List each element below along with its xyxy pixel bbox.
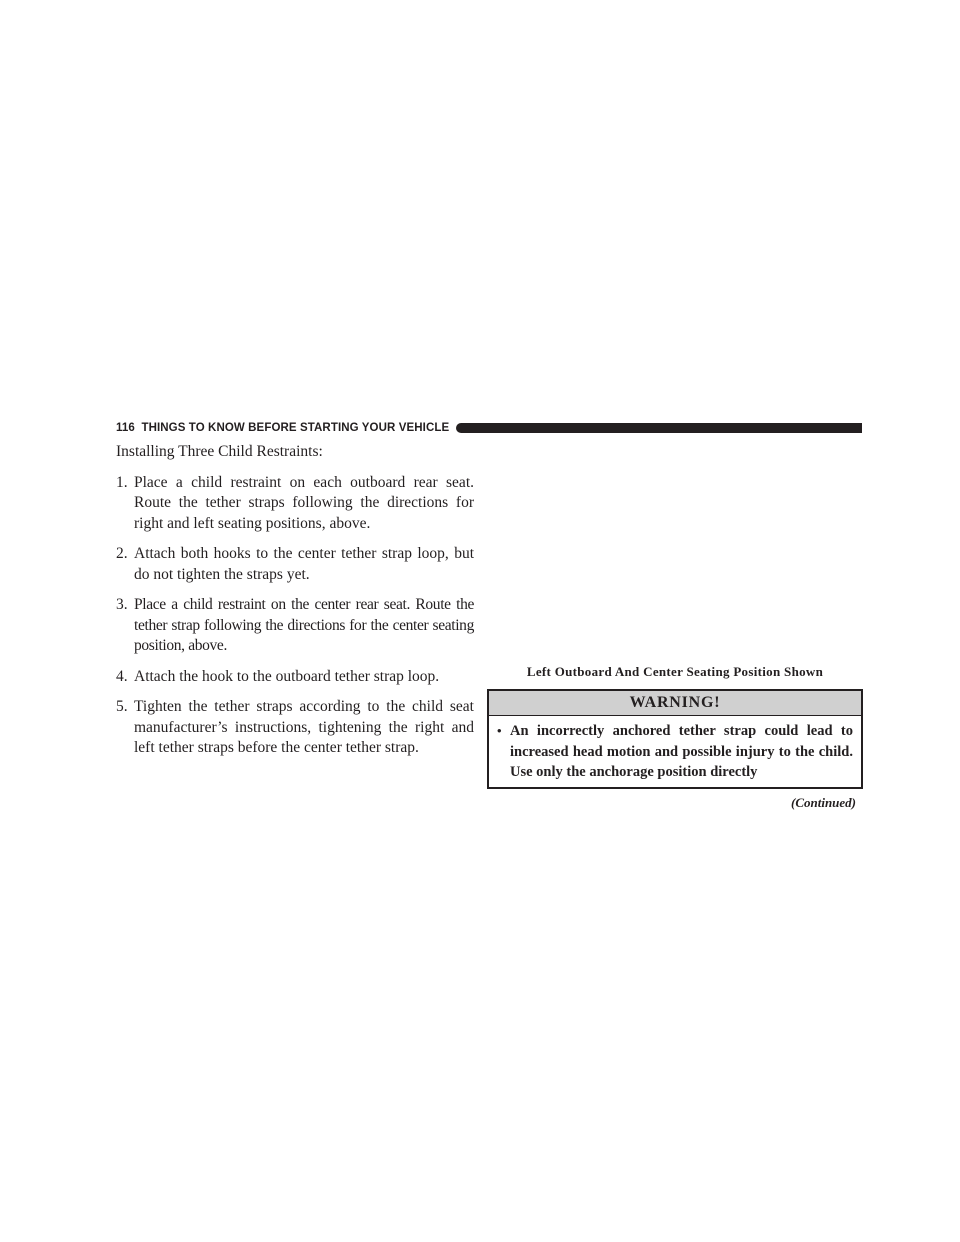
page-number: 116 xyxy=(116,422,135,434)
warning-title: WARNING! xyxy=(489,691,861,716)
right-column xyxy=(487,664,863,811)
bullet-glyph: • xyxy=(497,723,502,738)
list-item xyxy=(116,697,474,759)
list-item xyxy=(116,667,474,688)
step-number: 2. xyxy=(116,545,128,562)
step-text: Place a child restraint on the center rear seat. Route the tether strap following the directions for the center seating position, above. xyxy=(134,596,474,654)
figure-caption: Left Outboard And Center Seating Position Shown xyxy=(526,664,824,679)
step-text: Attach the hook to the outboard tether strap loop. xyxy=(134,667,440,685)
intro-heading: Installing Three Child Restraints: xyxy=(116,443,323,460)
continued-label: (Continued) xyxy=(790,795,856,810)
step-number: 1. xyxy=(116,473,128,491)
warning-body xyxy=(489,716,861,783)
section-title: THINGS TO KNOW BEFORE STARTING YOUR VEHICLE xyxy=(141,422,450,434)
list-item xyxy=(116,595,474,657)
warning-box xyxy=(487,689,863,789)
left-column xyxy=(116,442,474,769)
step-text: Tighten the tether straps according to the child seat manufacturer’s instructions, tightening the right and left tether straps before the center tether strap. xyxy=(134,698,474,756)
header-label xyxy=(116,422,449,434)
steps-list xyxy=(116,473,474,759)
warning-text: An incorrectly anchored tether strap could lead to increased head motion and possible injury to the child. Use only the anchorage position directly xyxy=(510,723,853,780)
step-number: 4. xyxy=(116,667,128,685)
step-number: 5. xyxy=(116,698,128,715)
page-header xyxy=(116,419,862,437)
list-item xyxy=(116,473,474,535)
list-item xyxy=(116,544,474,585)
header-rule xyxy=(456,423,862,433)
step-number: 3. xyxy=(116,596,128,613)
step-text: Place a child restraint on each outboard rear seat. Route the tether straps following the directions for right and left seating positions, above. xyxy=(134,473,474,532)
step-text: Attach both hooks to the center tether strap loop, but do not tighten the straps yet. xyxy=(134,545,474,583)
